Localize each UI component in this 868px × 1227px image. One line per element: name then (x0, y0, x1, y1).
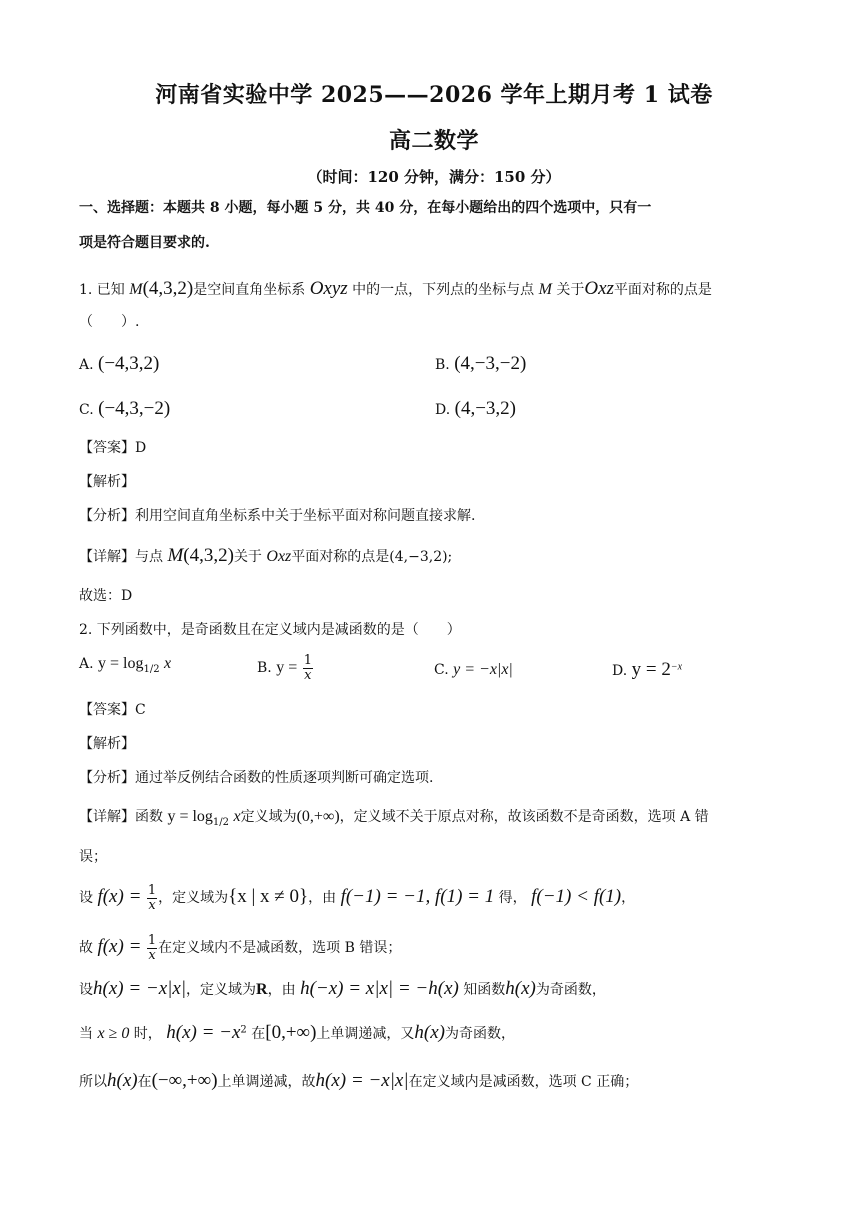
q1-option-d: D. (4,−3,2) (435, 398, 517, 419)
q2-fenxi: 【分析】通过举反例结合函数的性质逐项判断可确定选项. (79, 770, 434, 786)
q1-option-c: C. (−4,3,−2) (79, 398, 171, 419)
q2-answer: 【答案】C (79, 702, 146, 718)
q2-stem: 2. 下列函数中，是奇函数且在定义域内是减函数的是（ ） (79, 622, 461, 638)
q1-option-a: A. (−4,3,2) (79, 353, 160, 374)
q2-detail-line2: 误； (79, 849, 107, 865)
q1-option-b: B. (4,−3,−2) (435, 353, 527, 374)
q1-analysis-tag: 【解析】 (79, 474, 135, 490)
q2-detail-line4: 故 f(x) = $\frac{1}{x}$ 在定义域内不是减函数，选项 B 错误； (79, 933, 402, 963)
q1-answer: 【答案】D (79, 440, 147, 456)
exam-subject: 高二数学 (388, 128, 479, 154)
q1-blank: （ ）. (79, 314, 140, 330)
q2-detail-line3: 设 f(x) = $\frac{1}{x}$ ，定义域为{x | x ≠ 0}，由 f(−1) = −1, f(1) = 1 得， f(−1) < f(1)， (79, 883, 636, 913)
q2-detail-line7: 所以h(x)在(−∞,+∞)上单调递减，故h(x) = −x|x|在定义域内是减函数，选项 C 正确； (79, 1070, 639, 1091)
q2-option-b: B. y = $\frac{1}{x}$ (257, 653, 312, 683)
q2-option-d: D. $y = 2^{-x}$ (612, 659, 683, 680)
q2-detail-line1: 【详解】函数 $y = \log_{1/2} x$定义域为(0,+∞)，定义域不关于原点对称，故该函数不是奇函数，选项 A 错 (79, 808, 709, 828)
q2-option-c: C. y = −x|x| (434, 661, 513, 678)
q1-detail: 【详解】与点 M(4,3,2)关于 Oxz平面对称的点是(4,−3,2); (79, 545, 453, 566)
q1-choose: 故选：D (79, 588, 133, 604)
q2-option-a: A. $y = \log_{1/2} x$ (79, 655, 172, 675)
q1-fenxi: 【分析】利用空间直角坐标系中关于坐标平面对称问题直接求解. (79, 508, 476, 524)
exam-meta: （时间：120 分钟，满分：150 分） (307, 168, 561, 186)
q2-detail-line6: 当 x ≥ 0 时， $h(x) = -x^2$ 在[0,+∞)上单调递减，又h(x)为奇函数， (79, 1022, 516, 1043)
exam-title: 河南省实验中学 2025——2026 学年上期月考 1 试卷 (155, 82, 713, 108)
q2-detail-line5: 设h(x) = −x|x|，定义域为R，由 h(−x) = x|x| = −h(x) 知函数h(x)为奇函数， (79, 978, 606, 999)
section-heading-line1: 一、选择题：本题共 8 小题，每小题 5 分，共 40 分，在每小题给出的四个选项中，只有一 (79, 200, 652, 216)
q2-analysis-tag: 【解析】 (79, 736, 135, 752)
section-heading-line2: 项是符合题目要求的. (79, 235, 210, 251)
q1-stem: 1. 已知 M(4,3,2)是空间直角坐标系 Oxyz 中的一点，下列点的坐标与点 M 关于Oxz平面对称的点是 (79, 278, 712, 299)
